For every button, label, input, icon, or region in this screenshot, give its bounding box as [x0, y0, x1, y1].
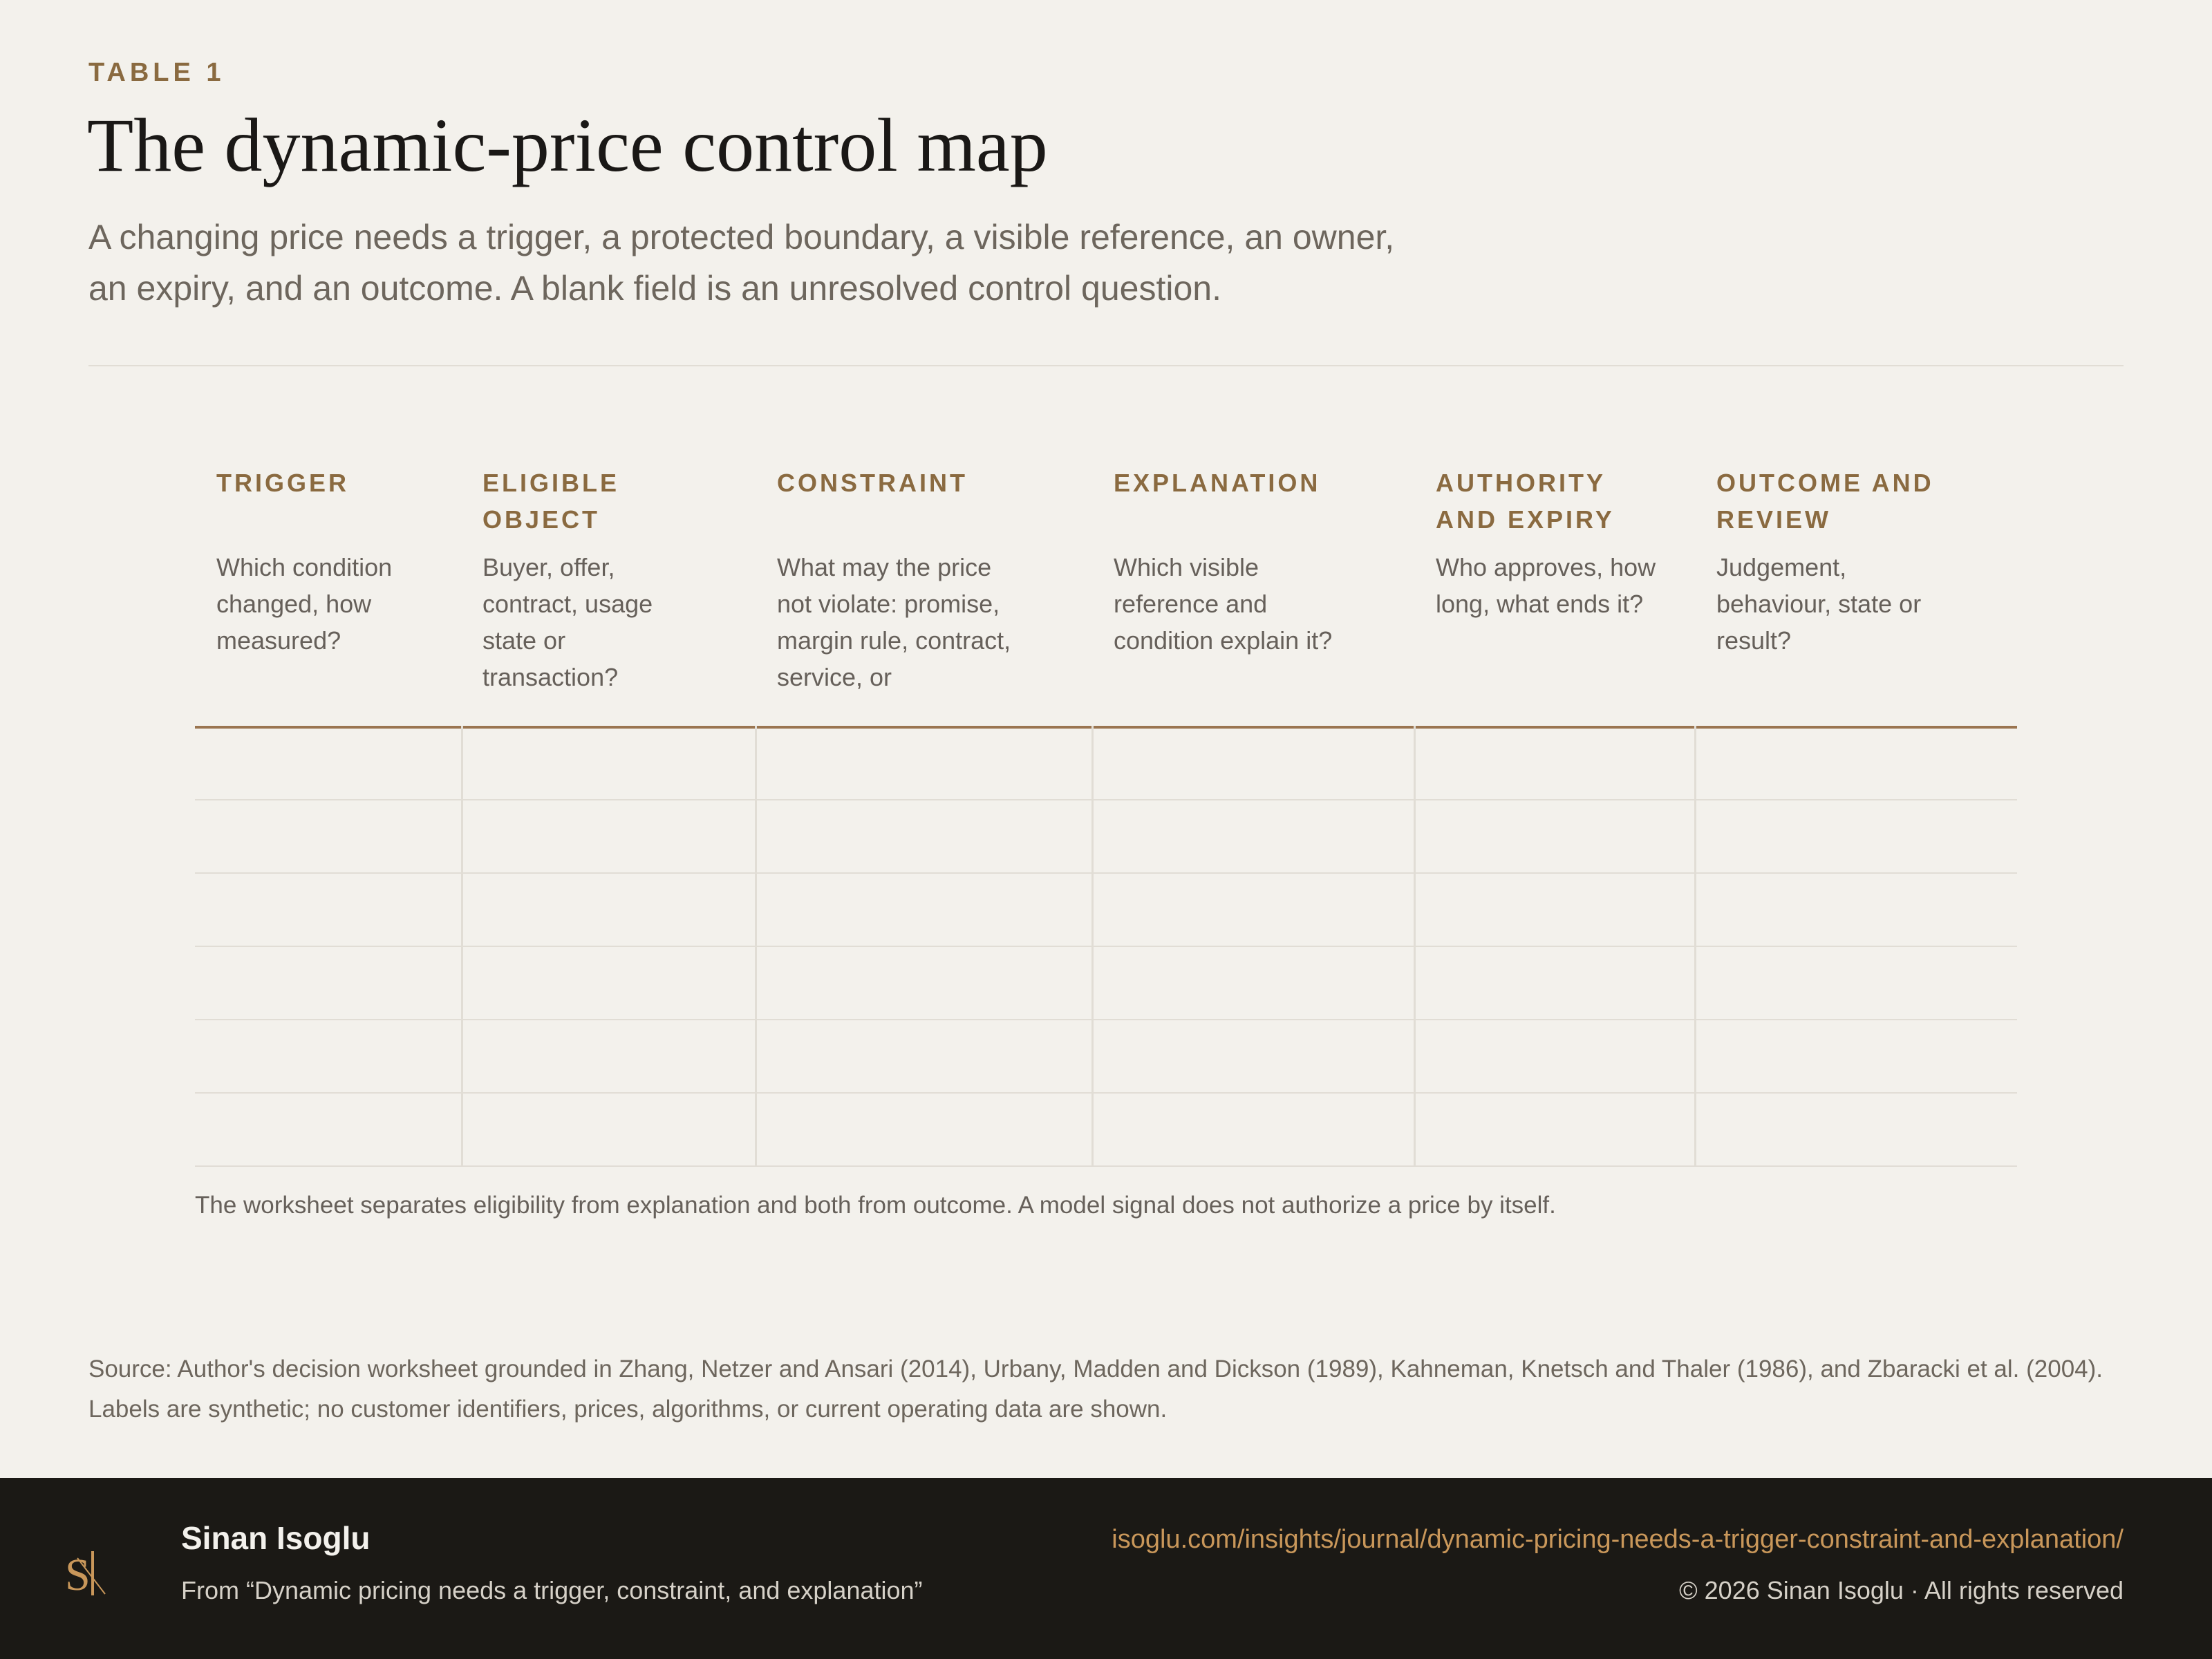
table-note: The worksheet separates eligibility from explanation and both from outcome. A model signal does not authorize a price by itself. — [195, 1192, 1556, 1219]
column-label: ELIGIBLE OBJECT — [482, 469, 620, 534]
column-divider — [1091, 726, 1094, 1167]
header-rule — [195, 726, 2017, 729]
column-header-explanation — [1114, 465, 1362, 655]
source-note: Source: Author's decision worksheet grounded in Zhang, Netzer and Ansari (2014), Urbany, Madden and Dickson (1989), Kahneman, Knetsch and Thaler (1986), and Zbaracki et al. (2004). Labels are synthetic; no customer identifiers, prices, algorithms, or current operating data are shown. — [88, 1356, 2103, 1423]
article-link[interactable]: isoglu.com/insights/journal/dynamic-pricing-needs-a-trigger-constraint-and-explanation/ — [1112, 1525, 2124, 1554]
column-header-trigger — [216, 465, 438, 655]
row-divider — [195, 946, 2017, 947]
worksheet-grid — [195, 726, 2017, 1168]
author-name: Sinan Isoglu — [181, 1520, 371, 1556]
article-reference: From “Dynamic pricing needs a trigger, constraint, and explanation” — [181, 1576, 923, 1604]
column-divider — [1414, 726, 1416, 1167]
column-header-constraint — [777, 465, 1040, 691]
si-monogram-icon — [62, 1544, 119, 1602]
column-question: Judgement, behaviour, state or result? — [1716, 553, 1922, 655]
table-eyebrow: TABLE 1 — [88, 58, 225, 87]
column-label: TRIGGER — [216, 469, 350, 497]
column-question: Which condition changed, how measured? — [216, 553, 393, 655]
column-header-outcome-and-review — [1716, 465, 1951, 655]
column-header-eligible-object — [482, 465, 690, 691]
row-divider — [195, 1165, 2017, 1167]
column-label: OUTCOME AND REVIEW — [1716, 469, 1934, 534]
header-divider — [88, 365, 2124, 366]
column-divider — [755, 726, 757, 1167]
column-divider — [1694, 726, 1696, 1167]
column-question: What may the price not violate: promise, margin rule, contract, service, or — [777, 553, 1011, 691]
column-header-authority-and-expiry — [1436, 465, 1671, 618]
column-question: Who approves, how long, what ends it? — [1436, 553, 1656, 618]
svg-text:S: S — [65, 1550, 91, 1600]
row-divider — [195, 1019, 2017, 1020]
column-label: CONSTRAINT — [777, 469, 968, 497]
column-label: EXPLANATION — [1114, 469, 1321, 497]
footer — [0, 1478, 2212, 1659]
column-question: Which visible reference and condition explain it? — [1114, 553, 1333, 655]
row-divider — [195, 799, 2017, 800]
column-label: AUTHORITY AND EXPIRY — [1436, 469, 1615, 534]
page-title: The dynamic-price control map — [87, 103, 1048, 187]
column-divider — [461, 726, 463, 1167]
column-question: Buyer, offer, contract, usage state or transaction? — [482, 553, 653, 691]
row-divider — [195, 872, 2017, 874]
row-divider — [195, 1092, 2017, 1094]
copyright: © 2026 Sinan Isoglu · All rights reserved — [1679, 1576, 2124, 1604]
page-subtitle: A changing price needs a trigger, a protected boundary, a visible reference, an owner, an expiry, and an outcome. A blank field is an unresolved control question. — [88, 218, 1395, 308]
